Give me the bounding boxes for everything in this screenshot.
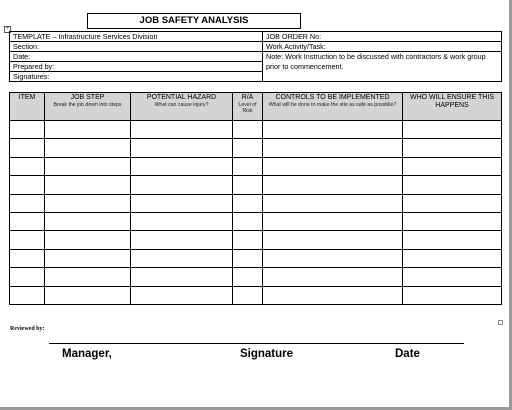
table-cell[interactable] [45,121,131,139]
table-cell[interactable] [10,139,45,157]
reviewed-by-label: Reviewed by: [10,326,45,332]
jsa-table [9,92,502,305]
table-cell[interactable] [263,231,403,249]
table-cell[interactable] [403,176,502,194]
table-cell[interactable] [45,176,131,194]
table-cell[interactable] [131,157,233,175]
table-cell[interactable] [131,176,233,194]
table-cell[interactable] [45,268,131,286]
table-cell[interactable] [403,139,502,157]
column-header-responsible: WHO WILL ENSURE THIS HAPPENS [403,93,502,121]
table-row [10,231,502,249]
date-field[interactable]: Date: [10,52,263,62]
work-activity-field[interactable]: Work Activity/Task: [263,42,502,52]
table-cell[interactable] [233,194,263,212]
table-cell[interactable] [263,286,403,304]
table-cell[interactable] [263,194,403,212]
table-cell[interactable] [403,121,502,139]
signature-label: Signature [240,348,294,360]
table-cell[interactable] [131,249,233,267]
table-row [10,286,502,304]
table-cell[interactable] [131,231,233,249]
table-cell[interactable] [263,121,403,139]
table-cell[interactable] [233,249,263,267]
table-cell[interactable] [403,249,502,267]
table-cell[interactable] [10,176,45,194]
column-header-item: ITEM [10,93,45,121]
table-cell[interactable] [233,268,263,286]
column-header-job-step: JOB STEP Break the job down into steps [45,93,131,121]
table-row [10,157,502,175]
table-cell[interactable] [10,249,45,267]
table-cell[interactable] [403,268,502,286]
column-header-controls: CONTROLS TO BE IMPLEMENTED What will be done to make the site as safe as possible? [263,93,403,121]
column-header-risk: R/A Level of Risk [233,93,263,121]
table-cell[interactable] [131,194,233,212]
table-cell[interactable] [45,286,131,304]
table-cell[interactable] [263,157,403,175]
table-row [10,176,502,194]
table-cell[interactable] [10,121,45,139]
table-cell[interactable] [403,194,502,212]
prepared-by-field[interactable]: Prepared by: [10,62,263,72]
table-cell[interactable] [45,212,131,230]
table-cell[interactable] [233,212,263,230]
work-instruction-note: Note: Work Instruction to be discussed with contractors & work group prior to commencement. [263,52,502,82]
document-title: JOB SAFETY ANALYSIS [87,13,301,29]
table-cell[interactable] [233,176,263,194]
table-cell[interactable] [233,286,263,304]
table-cell[interactable] [403,157,502,175]
table-cell[interactable] [45,139,131,157]
table-cell[interactable] [263,176,403,194]
table-cell[interactable] [403,231,502,249]
table-cell[interactable] [45,194,131,212]
job-order-field[interactable]: JOB ORDER No: [263,32,502,42]
table-cell[interactable] [10,157,45,175]
table-resize-handle-icon[interactable] [498,320,503,325]
table-cell[interactable] [403,212,502,230]
table-cell[interactable] [263,249,403,267]
table-cell[interactable] [131,212,233,230]
table-cell[interactable] [10,212,45,230]
manager-label: Manager, [62,348,112,360]
table-cell[interactable] [131,121,233,139]
table-cell[interactable] [131,268,233,286]
table-move-handle-icon[interactable]: + [5,26,10,32]
table-row [10,194,502,212]
table-cell[interactable] [233,139,263,157]
date-label: Date [395,348,420,360]
table-cell[interactable] [263,212,403,230]
table-cell[interactable] [233,157,263,175]
table-row [10,249,502,267]
signature-line [49,343,464,344]
table-cell[interactable] [45,249,131,267]
table-cell[interactable] [263,268,403,286]
header-info-table [9,31,502,82]
template-label[interactable]: TEMPLATE – Infrastructure Services Division [10,32,263,42]
table-cell[interactable] [10,194,45,212]
table-cell[interactable] [131,139,233,157]
table-cell[interactable] [45,231,131,249]
table-row [10,212,502,230]
table-cell[interactable] [263,139,403,157]
table-cell[interactable] [233,121,263,139]
table-row [10,121,502,139]
column-header-potential-hazard: POTENTIAL HAZARD What can cause injury? [131,93,233,121]
table-row [10,139,502,157]
table-cell[interactable] [403,286,502,304]
table-cell[interactable] [10,231,45,249]
table-cell[interactable] [131,286,233,304]
table-cell[interactable] [45,157,131,175]
table-cell[interactable] [10,286,45,304]
table-cell[interactable] [233,231,263,249]
signatures-field[interactable]: Signatures: [10,72,263,82]
table-row [10,268,502,286]
table-cell[interactable] [10,268,45,286]
section-field[interactable]: Section: [10,42,263,52]
